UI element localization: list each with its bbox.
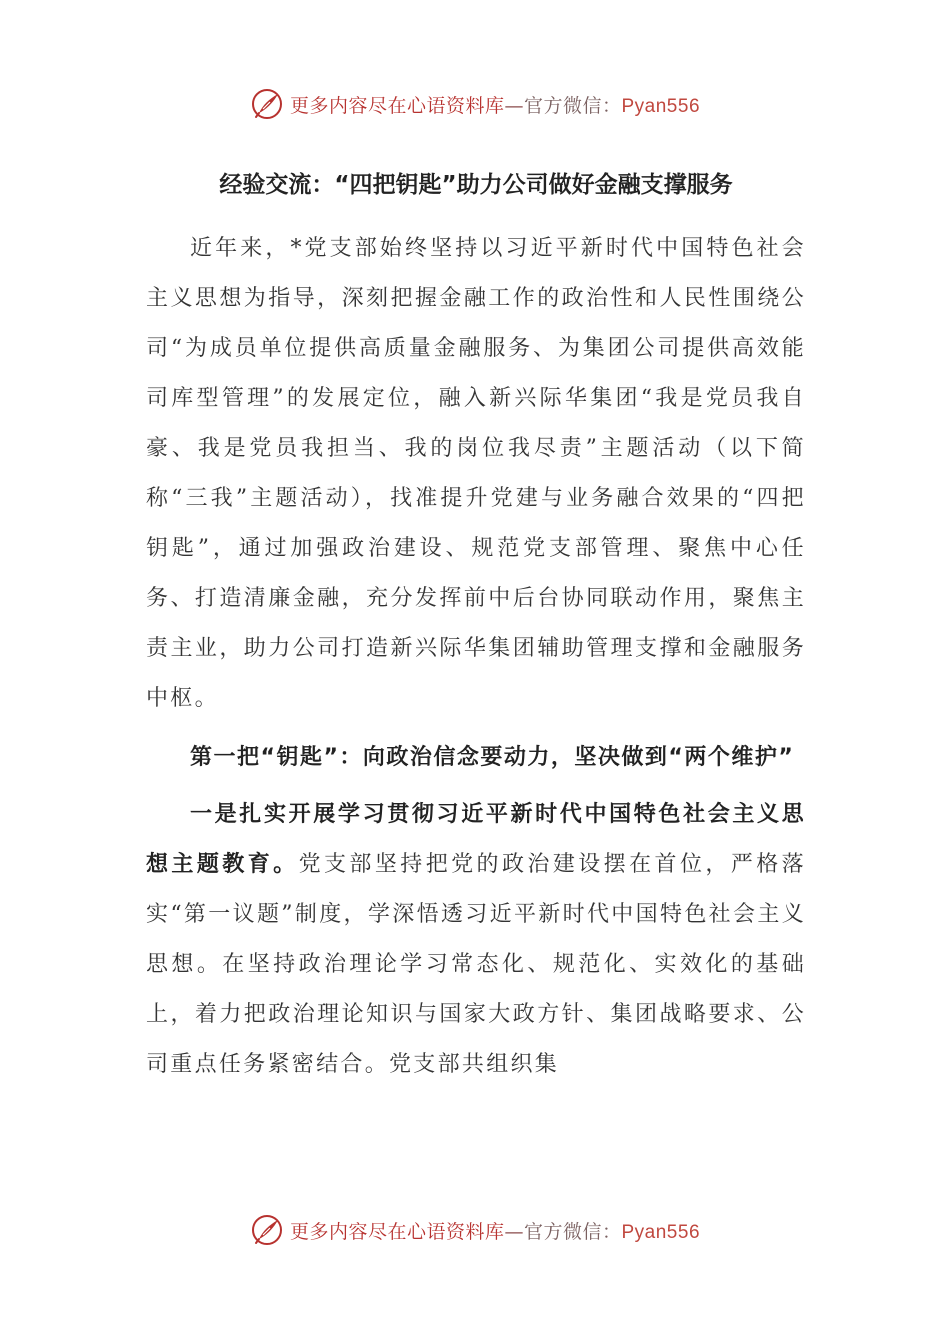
- section-body-text: 党支部坚持把党的政治建设摆在首位，严格落实“第一议题”制度，学深悟透习近平新时代中国特色社会主义思想。在坚持政治理论学习常态化、规范化、实效化的基础上，着力把政治理论知识与国家大政方针、集团战略要求、公司重点任务紧密结合。党支部共组织集: [146, 852, 806, 1077]
- watermark-wechat-label: 官方微信：: [523, 1220, 622, 1243]
- document-title: 经验交流：“四把钥匙”助力公司做好金融支撑服务: [219, 172, 733, 198]
- watermark-main: 更多内容尽在心语资料库: [289, 94, 505, 117]
- watermark-dash: —: [504, 94, 524, 117]
- section-lead-sentence: 一是扎实开展学习贯彻习近平新时代中国特色社会主义思想主题教育。: [146, 802, 806, 877]
- watermark-dash: —: [504, 1220, 524, 1243]
- section-heading: 第一把“钥匙”：向政治信念要动力，坚决做到“两个维护”: [190, 745, 795, 770]
- quill-logo-icon: [250, 87, 284, 121]
- watermark-text: [290, 1217, 700, 1244]
- watermark-wechat-id: Pyan556: [621, 1221, 701, 1243]
- watermark-wechat-id: Pyan556: [621, 95, 701, 117]
- footer-watermark: [0, 1208, 950, 1252]
- intro-paragraph: 近年来，*党支部始终坚持以习近平新时代中国特色社会主义思想为指导，深刻把握金融工作的政治性和人民性围绕公司“为成员单位提供高质量金融服务、为集团公司提供高效能司库型管理”的发展定位，融入新兴际华集团“我是党员我自豪、我是党员我担当、我的岗位我尽责”主题活动（以下简称“三我”主题活动），找准提升党建与业务融合效果的“四把钥匙”，通过加强政治建设、规范党支部管理、聚焦中心任务、打造清廉金融，充分发挥前中后台协同联动作用，聚焦主责主业，助力公司打造新兴际华集团辅助管理支撑和金融服务中枢。: [146, 236, 806, 711]
- watermark-text: [290, 91, 700, 118]
- document-body: [146, 160, 806, 1090]
- quill-logo-icon: [250, 1213, 284, 1247]
- section-paragraph: [146, 790, 806, 1090]
- header-watermark: [0, 82, 950, 126]
- watermark-wechat-label: 官方微信：: [523, 94, 622, 117]
- watermark-main: 更多内容尽在心语资料库: [289, 1220, 505, 1243]
